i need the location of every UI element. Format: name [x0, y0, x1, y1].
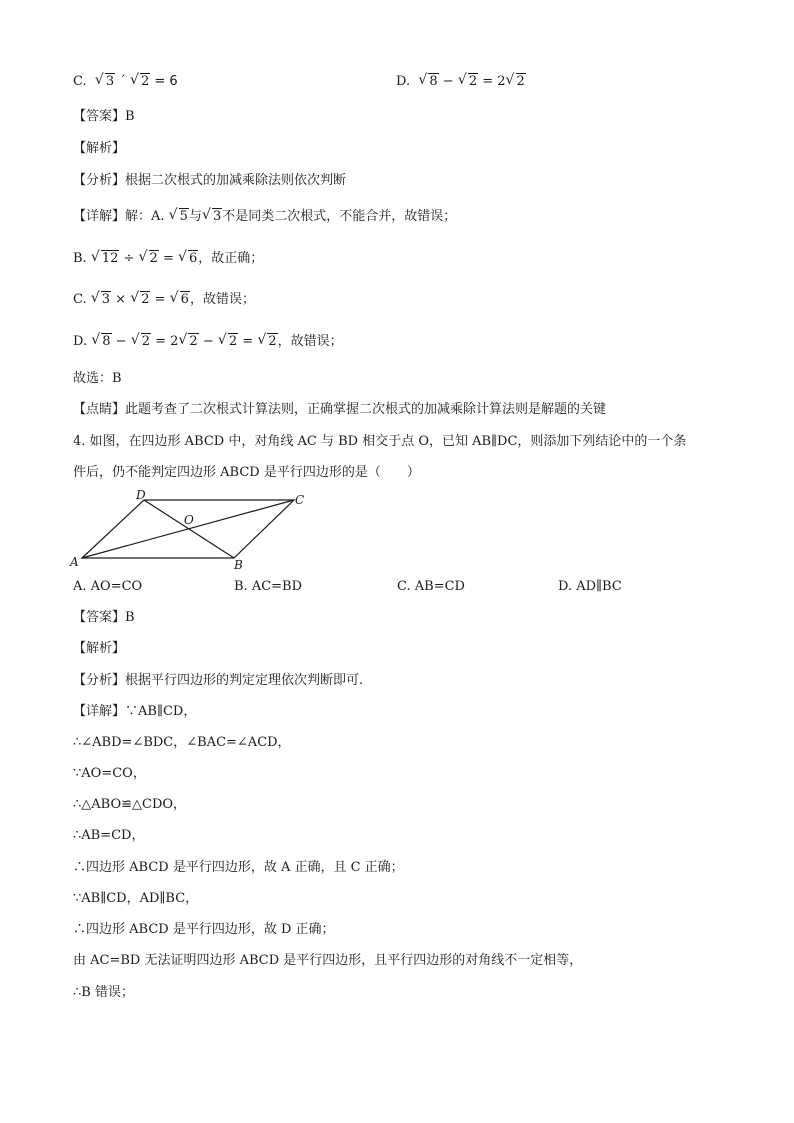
vertex-label-d: D — [136, 488, 146, 502]
analysis-text: 【分析】根据二次根式的加减乘除法则依次判断 — [73, 173, 347, 188]
detail-line-c: C. √ 3 × √ 2 = √ 6，故错误； — [73, 291, 255, 309]
q4-detail-line: ∴AB=CD， — [73, 828, 145, 843]
remark-line: 【点睛】此题考查了二次根式计算法则，正确掌握二次根式的加减乘除计算法则是解题的关键 — [73, 402, 607, 417]
q4-option-b: B. AC=BD — [234, 579, 303, 594]
q4-stem-line-2: 件后，仍不能判定四边形 ABCD 是平行四边形的是（ ） — [73, 465, 420, 480]
diagonal-bd — [144, 500, 234, 558]
q4-answer-label: 【答案】B — [73, 610, 135, 625]
sqrt-3: √ 3 — [96, 73, 115, 91]
sqrt-2: √ 2 — [132, 333, 151, 351]
sqrt-12: √ 12 — [92, 250, 120, 268]
prev-option-d: D. √ 8 − √ 2 = 2√ 2 — [396, 73, 526, 91]
q4-analysis-label: 【解析】 — [73, 641, 126, 656]
detail-line-b: B. √ 12 ÷ √ 2 = √ 6，故正确； — [73, 250, 263, 268]
sqrt-3: √ 3 — [92, 291, 111, 309]
q4-stem-line-1: 4. 如图，在四边形 ABCD 中，对角线 AC 与 BD 相交于点 O，已知 AB∥DC，则添加下列结论中的一个条 — [73, 434, 687, 449]
q4-detail-line: ∴B 错误； — [73, 985, 134, 1000]
sqrt-5: √ 5 — [170, 208, 189, 226]
parallelogram-figure — [66, 486, 316, 572]
point-label-o: O — [184, 513, 194, 527]
sqrt-2: √ 2 — [140, 250, 159, 268]
sqrt-6: √ 6 — [179, 250, 198, 268]
q4-option-d: D. AD∥BC — [558, 579, 622, 594]
vertex-label-a: A — [70, 555, 79, 569]
q4-detail-line: 由 AC=BD 无法证明四边形 ABCD 是平行四边形，且平行四边形的对角线不一定相等， — [73, 953, 583, 968]
sqrt-2: √ 2 — [179, 333, 198, 351]
vertex-label-c: C — [295, 493, 305, 507]
q4-option-a: A. AO=CO — [73, 579, 143, 594]
prev-option-c: C. √ 3 ´ √ 2 = 6 — [73, 73, 178, 91]
sqrt-6: √ 6 — [171, 291, 190, 309]
answer-label: 【答案】B — [73, 109, 135, 124]
q4-detail-line: ∴四边形 ABCD 是平行四边形，故 D 正确； — [73, 922, 335, 937]
q4-option-c: C. AB=CD — [397, 579, 465, 594]
q4-analysis-text: 【分析】根据平行四边形的判定定理依次判断即可. — [73, 673, 364, 688]
detail-line-a: 【详解】解：A. √ 5与√ 3不是同类二次根式，不能合并，故错误； — [73, 208, 456, 226]
q4-detail-line: ∵AB∥CD，AD∥BC， — [73, 891, 199, 906]
sqrt-2: √ 2 — [459, 73, 478, 91]
choose-line: 故选：B — [73, 371, 122, 386]
sqrt-2: √ 2 — [131, 291, 150, 309]
sqrt-2: √ 2 — [219, 333, 238, 351]
q4-detail-line: 【详解】∵AB∥CD， — [73, 704, 197, 719]
sqrt-8: √ 8 — [92, 333, 111, 351]
q4-detail-line: ∵AO=CO， — [73, 766, 146, 781]
q4-detail-line: ∴∠ABD=∠BDC，∠BAC=∠ACD， — [73, 735, 291, 750]
sqrt-3: √ 3 — [203, 208, 222, 226]
q4-detail-line: ∴四边形 ABCD 是平行四边形，故 A 正确，且 C 正确； — [73, 860, 404, 875]
vertex-label-b: B — [234, 558, 243, 572]
sqrt-2: √ 2 — [131, 73, 150, 91]
detail-line-d: D. √ 8 − √ 2 = 2√ 2 − √ 2 = √ 2，故错误； — [73, 333, 343, 351]
q4-detail-line: ∴△ABO≌△CDO， — [73, 797, 187, 812]
sqrt-2: √ 2 — [258, 333, 277, 351]
sqrt-2: √ 2 — [507, 73, 526, 91]
sqrt-8: √ 8 — [419, 73, 438, 91]
analysis-label: 【解析】 — [73, 141, 126, 156]
